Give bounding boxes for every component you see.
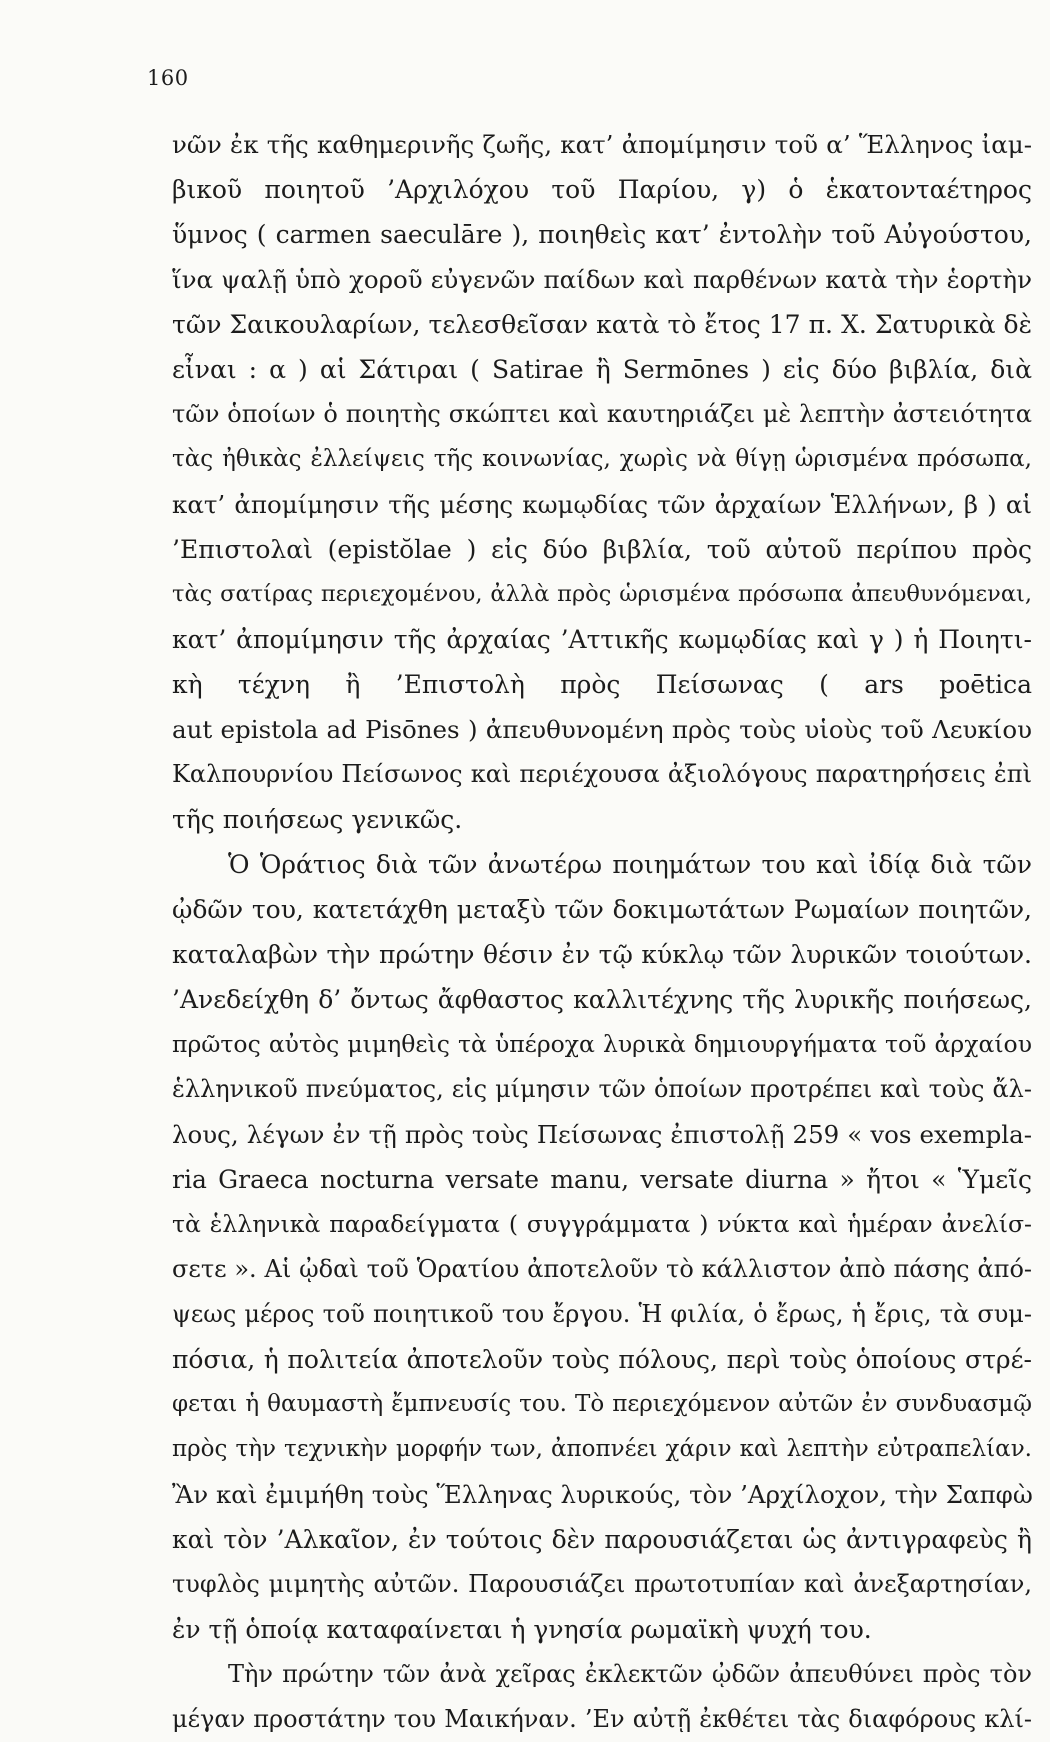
text-line: πρῶτος αὐτὸς μιμηθεὶς τὰ ὑπέροχα λυρικὰ δημιουργήματα τοῦ ἀρχαίου (172, 1030, 1032, 1058)
text-line: τῶν ὁποίων ὁ ποιητὴς σκώπτει καὶ καυτηριάζει μὲ λεπτὴν ἀστειότητα (172, 400, 1032, 428)
text-line: φεται ἡ θαυμαστὴ ἔμπνευσίς του. Τὸ περιεχόμενον αὐτῶν ἐν συνδυασμῷ (172, 1391, 1032, 1417)
text-line: ψεως μέρος τοῦ ποιητικοῦ του ἔργου. Ἡ φιλία, ὁ ἔρως, ἡ ἔρις, τὰ συμ- (172, 1300, 1032, 1328)
text-line: τὰς σατίρας περιεχομένου, ἀλλὰ πρὸς ὡρισμένα πρόσωπα ἀπευθυνόμεναι, (172, 581, 1032, 607)
text-line: ἑλληνικοῦ πνεύματος, εἰς μίμησιν τῶν ὁποίων προτρέπει καὶ τοὺς ἄλ- (172, 1075, 1032, 1103)
text-line: ἵνα ψαλῇ ὑπὸ χοροῦ εὐγενῶν παίδων καὶ παρθένων κατὰ τὴν ἑορτὴν (172, 265, 1032, 294)
text-line: ria Graeca nocturna versate manu, versate diurna » ἤτοι « Ὑμεῖς (172, 1165, 1032, 1194)
text-line: κατ’ ἀπομίμησιν τῆς μέσης κωμῳδίας τῶν ἀρχαίων Ἑλλήνων, β ) αἱ (172, 490, 1032, 519)
text-line: ὕμνος ( carmen saeculāre ), ποιηθεὶς κατ’ ἐντολὴν τοῦ Αὐγούστου, (172, 220, 1032, 249)
text-line: βικοῦ ποιητοῦ ’Αρχιλόχου τοῦ Παρίου, γ) ὁ ἑκατονταέτηρος (172, 175, 1032, 204)
text-line: εἶναι : α ) αἱ Σάτιραι ( Satirae ἢ Sermōnes ) εἰς δύο βιβλία, διὰ (172, 355, 1032, 384)
text-line: κατ’ ἀπομίμησιν τῆς ἀρχαίας ’Αττικῆς κωμῳδίας καὶ γ ) ἡ Ποιητι- (172, 625, 1032, 654)
text-line: Ὁ Ὁράτιος διὰ τῶν ἀνωτέρω ποιημάτων του καὶ ἰδίᾳ διὰ τῶν (228, 850, 1032, 879)
text-line: πρὸς τὴν τεχνικὴν μορφήν των, ἀποπνέει χάριν καὶ λεπτὴν εὐτραπελίαν. (172, 1436, 1032, 1462)
text-line: τῆς ποιήσεως γενικῶς. (172, 805, 463, 834)
page-number: 160 (147, 66, 189, 90)
text-line: ἐν τῇ ὁποίᾳ καταφαίνεται ἡ γνησία ρωμαϊκὴ ψυχή του. (172, 1615, 872, 1644)
text-line: Ἂν καὶ ἐμιμήθη τοὺς Ἕλληνας λυρικούς, τὸν ’Αρχίλοχον, τὴν Σαπφὼ (172, 1480, 1033, 1509)
text-line: σετε ». Αἱ ᾠδαὶ τοῦ Ὁρατίου ἀποτελοῦν τὸ κάλλιστον ἀπὸ πάσης ἀπό- (172, 1255, 1032, 1283)
text-line: τῶν Σαικουλαρίων, τελεσθεῖσαν κατὰ τὸ ἔτος 17 π. Χ. Σατυρικὰ δὲ (172, 310, 1032, 339)
text-line: καταλαβὼν τὴν πρώτην θέσιν ἐν τῷ κύκλῳ τῶν λυρικῶν τοιούτων. (172, 940, 1032, 969)
text-line: ᾠδῶν του, κατετάχθη μεταξὺ τῶν δοκιμωτάτων Ρωμαίων ποιητῶν, (172, 895, 1032, 924)
text-line: μέγαν προστάτην του Μαικήναν. ’Εν αὐτῇ ἐκθέτει τὰς διαφόρους κλί- (172, 1705, 1032, 1733)
text-line: τὰ ἑλληνικὰ παραδείγματα ( συγγράμματα ) νύκτα καὶ ἡμέραν ἀνελίσ- (172, 1210, 1032, 1238)
text-line: καὶ τὸν ’Αλκαῖον, ἐν τούτοις δὲν παρουσιάζεται ὡς ἀντιγραφεὺς ἢ (172, 1525, 1032, 1554)
text-line: ’Ανεδείχθη δ’ ὄντως ἄφθαστος καλλιτέχνης τῆς λυρικῆς ποιήσεως, (172, 985, 1032, 1014)
text-line: τὰς ἠθικὰς ἐλλείψεις τῆς κοινωνίας, χωρὶς νὰ θίγῃ ὡρισμένα πρόσωπα, (172, 446, 1032, 472)
text-line: Τὴν πρώτην τῶν ἀνὰ χεῖρας ἐκλεκτῶν ᾠδῶν ἀπευθύνει πρὸς τὸν (228, 1660, 1032, 1688)
text-line: aut epistola ad Pisōnes ) ἀπευθυνομένη πρὸς τοὺς υἱοὺς τοῦ Λευκίου (172, 715, 1032, 744)
body-text (172, 122, 1032, 1742)
text-line: Καλπουρνίου Πείσωνος καὶ περιέχουσα ἀξιολόγους παρατηρήσεις ἐπὶ (172, 760, 1032, 788)
text-line: λους, λέγων ἐν τῇ πρὸς τοὺς Πείσωνας ἐπιστολῇ 259 « vos exempla- (172, 1120, 1032, 1149)
text-line: νῶν ἐκ τῆς καθημερινῆς ζωῆς, κατ’ ἀπομίμησιν τοῦ α’ Ἕλληνος ἰαμ- (172, 130, 1032, 159)
text-line: τυφλὸς μιμητὴς αὐτῶν. Παρουσιάζει πρωτοτυπίαν καὶ ἀνεξαρτησίαν, (172, 1570, 1032, 1598)
text-line: κὴ τέχνη ἢ ’Επιστολὴ πρὸς Πείσωνας ( ars poētica (172, 670, 1032, 699)
text-line: πόσια, ἡ πολιτεία ἀποτελοῦν τοὺς πόλους, περὶ τοὺς ὁποίους στρέ- (172, 1345, 1032, 1374)
text-line: ’Επιστολαὶ (epistŏlae ) εἰς δύο βιβλία, τοῦ αὐτοῦ περίπου πρὸς (172, 535, 1032, 564)
